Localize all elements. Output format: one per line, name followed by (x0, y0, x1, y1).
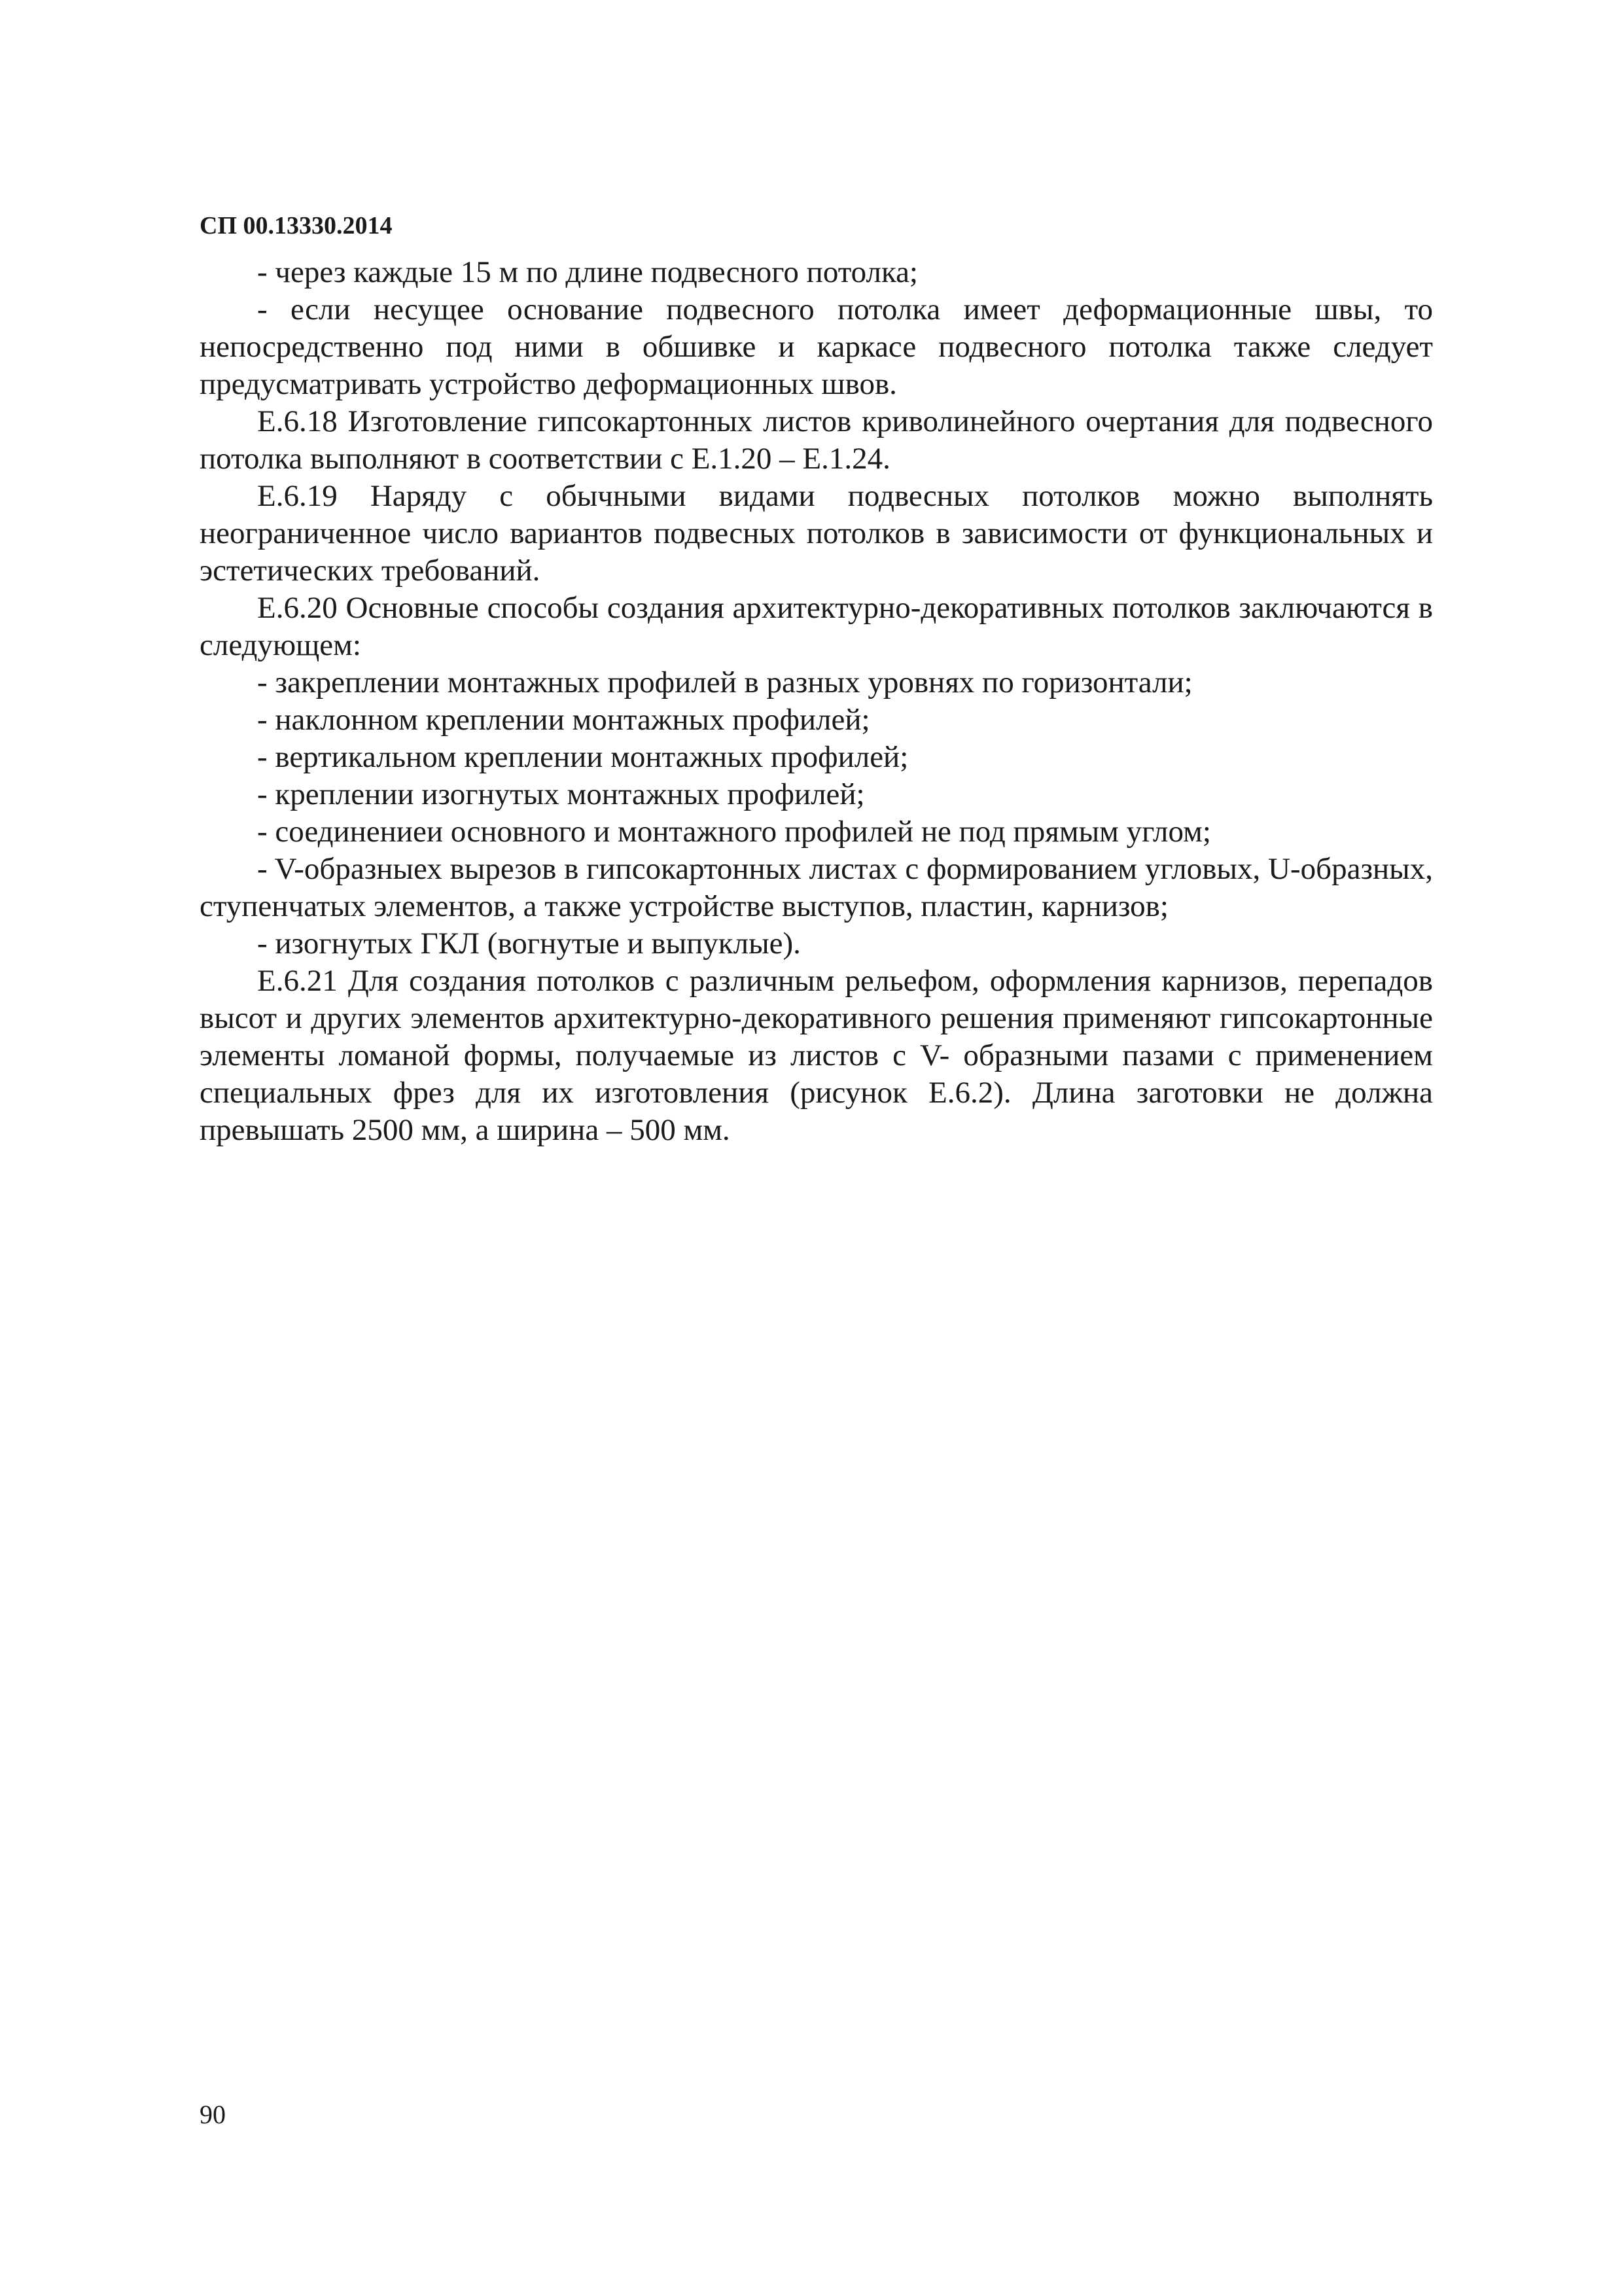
paragraph-list-item: - вертикальном креплении монтажных профилей; (257, 740, 909, 774)
paragraph-list-item: - наклонном креплении монтажных профилей; (257, 703, 870, 737)
paragraph-list-item: - креплении изогнутых монтажных профилей; (257, 777, 865, 811)
paragraph-list-item: - закреплении монтажных профилей в разных уровнях по горизонтали; (257, 665, 1193, 699)
document-code-header: СП 00.13330.2014 (200, 212, 393, 239)
paragraph-list-item: - если несущее основание подвесного потолка имеет деформационные швы, то непосредственно под ними в обшивке и каркасе подвесного потолка также следует предусматривать устройство деформационных швов. (200, 292, 1433, 401)
paragraph-list-item: - V-образныех вырезов в гипсокартонных листах с формированием угловых, U-образных, ступенчатых элементов, а также устройстве выступов, пластин, карнизов; (200, 852, 1433, 923)
paragraph-clause-e-6-21: Е.6.21 Для создания потолков с различным рельефом, оформления карнизов, перепадов высот и других элементов архитектурно-декоративного решения применяют гипсокартонные элементы ломаной формы, получаемые из листов с V- образными пазами с применением специальных фрез для их изготовления (рисунок Е.6.2). Длина заготовки не должна превышать 2500 мм, а ширина – 500 мм. (200, 964, 1433, 1147)
page-number: 90 (200, 2100, 226, 2129)
paragraph-list-item: - через каждые 15 м по длине подвесного потолка; (257, 255, 918, 289)
paragraph-clause-e-6-19: Е.6.19 Наряду с обычными видами подвесных потолков можно выполнять неограниченное число вариантов подвесных потолков в зависимости от функциональных и эстетических требований. (200, 479, 1433, 588)
paragraph-list-item: - соединениеи основного и монтажного профилей не под прямым углом; (257, 815, 1211, 849)
paragraph-list-item: - изогнутых ГКЛ (вогнутые и выпуклые). (257, 927, 801, 961)
document-body (200, 254, 1433, 1149)
paragraph-clause-e-6-20: Е.6.20 Основные способы создания архитектурно-декоративных потолков заключаются в следующем: (200, 591, 1433, 662)
paragraph-clause-e-6-18: Е.6.18 Изготовление гипсокартонных листов криволинейного очертания для подвесного потолка выполняют в соответствии с Е.1.20 – Е.1.24. (200, 404, 1433, 476)
